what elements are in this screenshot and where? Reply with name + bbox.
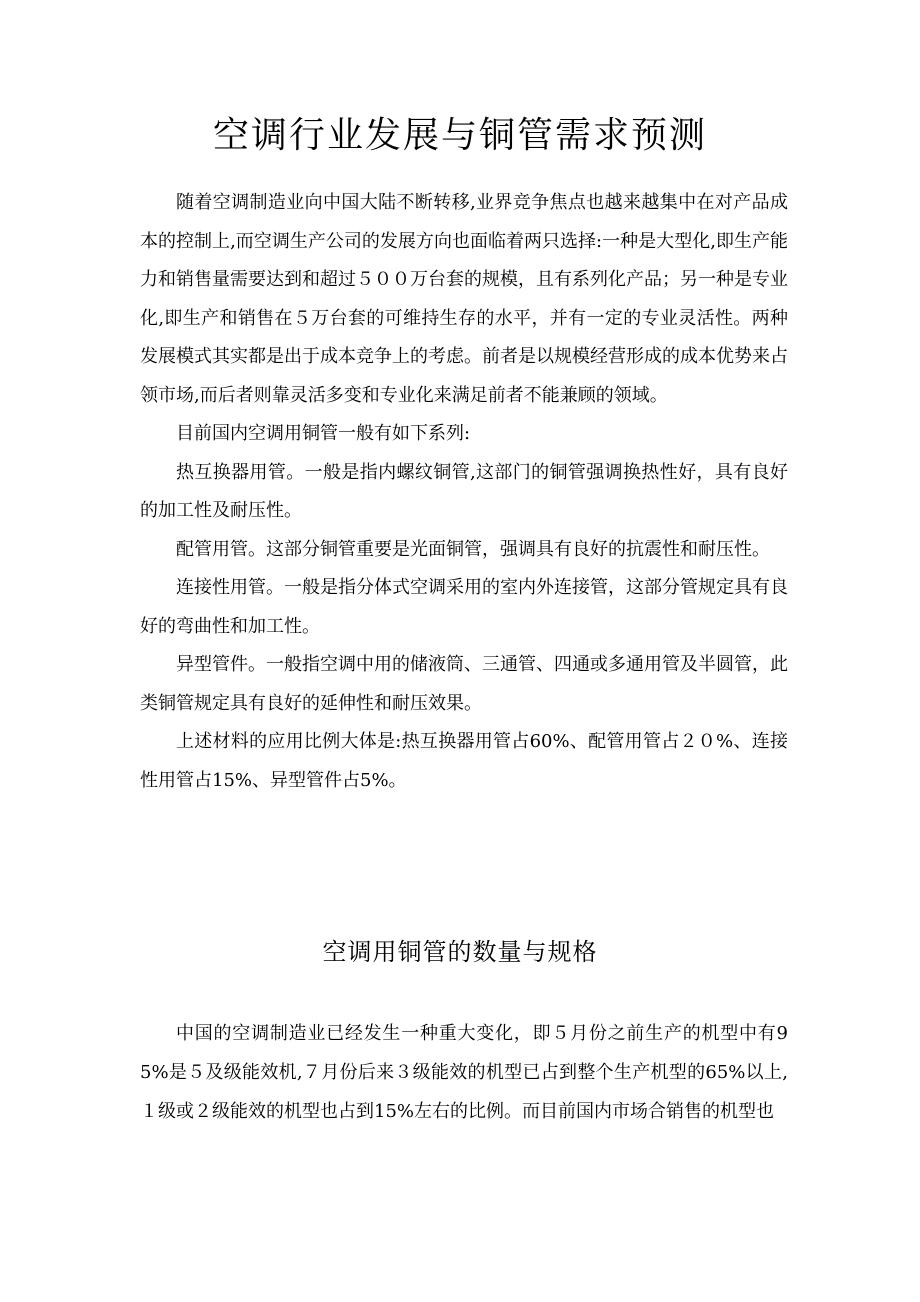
section-quantity-spec [140, 1014, 788, 1131]
section-intro [140, 184, 788, 800]
paragraph-industry-trend: 随着空调制造业向中国大陆不断转移,业界竞争焦点也越来越集中在对产品成本的控制上,而空调生产公司的发展方向也面临着两只选择:一种是大型化,即生产能力和销售量需要达到和超过５００万台套的规模，且有系列化产品；另一种是专业化,即生产和销售在５万台套的可维持生存的水平，并有一定的专业灵活性。两种发展模式其实都是出于成本竞争上的考虑。前者是以规模经营形成的成本优势来占领市场,而后者则靠灵活多变和专业化来满足前者不能兼顾的领域。 [140, 192, 788, 406]
paragraph-special-fittings: 异型管件。一般指空调中用的储液筒、三通管、四通或多通用管及半圆管，此类铜管规定具有良好的延伸性和耐压效果。 [140, 654, 788, 714]
document-title: 空调行业发展与铜管需求预测 [212, 115, 707, 156]
section-heading-quantity-spec: 空调用铜管的数量与规格 [322, 938, 598, 966]
paragraph-efficiency-shift: 中国的空调制造业已经发生一种重大变化，即５月份之前生产的机型中有95%是５及级能效机,７月份后来３级能效的机型已占到整个生产机型的65%以上,１级或２级能效的机型也占到15%左右的比例。而目前国内市场合销售的机型也 [140, 1023, 788, 1122]
paragraph-usage-ratio: 上述材料的应用比例大体是:热互换器用管占60%、配管用管占２０%、连接性用管占15%、异型管件占5%。 [140, 731, 788, 791]
paragraph-connection-tube: 连接性用管。一般是指分体式空调采用的室内外连接管，这部分管规定具有良好的弯曲性和加工性。 [140, 577, 788, 637]
paragraph-piping-tube: 配管用管。这部分铜管重要是光面铜管，强调具有良好的抗震性和耐压性。 [176, 538, 770, 560]
paragraph-tube-series-intro: 目前国内空调用铜管一般有如下系列: [176, 423, 471, 444]
paragraph-heat-exchanger-tube: 热互换器用管。一般是指内螺纹铜管,这部门的铜管强调换热性好，具有良好的加工性及耐压性。 [140, 461, 788, 521]
